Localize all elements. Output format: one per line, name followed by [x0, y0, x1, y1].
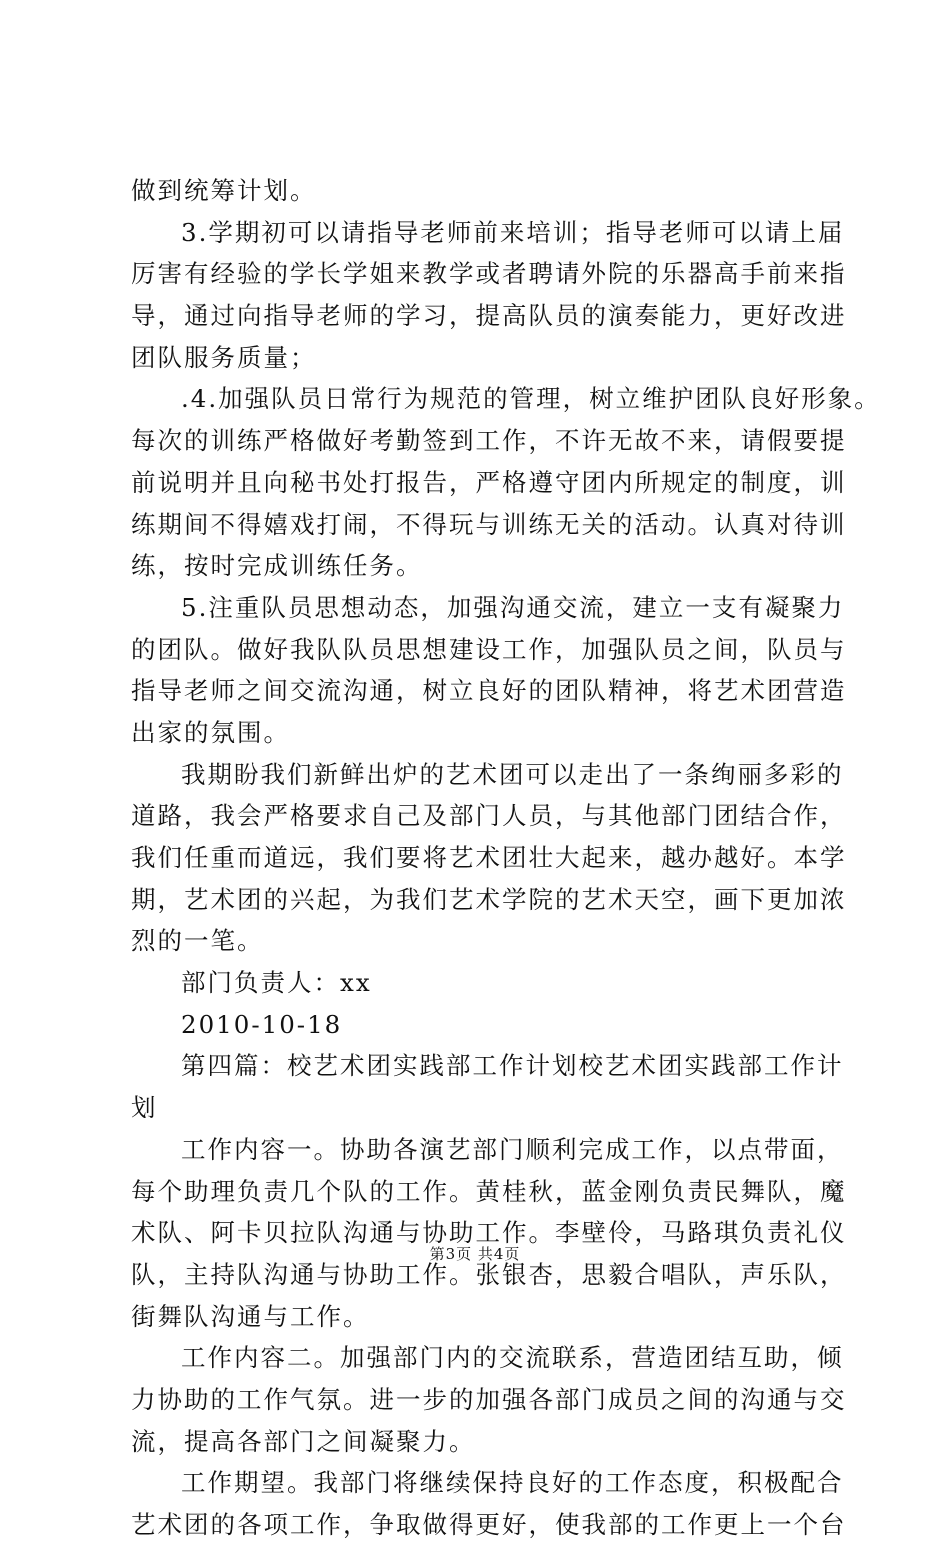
text-line: 力协助的工作气氛。进一步的加强各部门成员之间的沟通与交 — [131, 1384, 847, 1414]
text-line: 烈的一笔。 — [131, 926, 264, 956]
text-line: 工作期望。我部门将继续保持良好的工作态度，积极配合 — [181, 1468, 844, 1498]
text-line: 团队服务质量； — [131, 342, 317, 372]
text-line: 做到统筹计划。 — [131, 176, 317, 205]
text-line: 练期间不得嬉戏打闹，不得玩与训练无关的活动。认真对待训 — [131, 509, 847, 539]
text-line: 划 — [131, 1093, 158, 1123]
page-number: 第3页 共4页 — [429, 1245, 521, 1263]
text-line: 前说明并且向秘书处打报告，严格遵守团内所规定的制度，训 — [131, 467, 847, 497]
text-line: 期，艺术团的兴起，为我们艺术学院的艺术天空，画下更加浓 — [131, 884, 847, 914]
text-line: 5.注重队员思想动态，加强沟通交流，建立一支有凝聚力 — [181, 592, 845, 622]
text-line: 厉害有经验的学长学姐来教学或者聘请外院的乐器高手前来指 — [131, 259, 847, 289]
text-line: 的团队。做好我队队员思想建设工作，加强队员之间，队员与 — [131, 634, 847, 664]
text-line: 每次的训练严格做好考勤签到工作，不许无故不来，请假要提 — [131, 426, 847, 456]
text-line: 出家的氛围。 — [131, 717, 290, 747]
text-line: 街舞队沟通与工作。 — [131, 1301, 370, 1331]
text-line: 2010-10-18 — [181, 1009, 343, 1039]
text-line: 练，按时完成训练任务。 — [131, 551, 423, 581]
text-line: 流，提高各部门之间凝聚力。 — [131, 1426, 476, 1456]
text-line: 指导老师之间交流沟通，树立良好的团队精神，将艺术团营造 — [131, 676, 847, 706]
text-line: 艺术团的各项工作，争取做得更好，使我部的工作更上一个台 — [131, 1510, 847, 1539]
text-line: 工作内容一。协助各演艺部门顺利完成工作，以点带面， — [181, 1134, 844, 1164]
text-line: 我期盼我们新鲜出炉的艺术团可以走出了一条绚丽多彩的 — [181, 759, 844, 789]
text-line: 术队、阿卡贝拉队沟通与协助工作。李壁伶，马路琪负责礼仪 — [131, 1218, 847, 1248]
text-line: 部门负责人：xx — [181, 968, 372, 998]
text-line: 3.学期初可以请指导老师前来培训；指导老师可以请上届 — [181, 217, 845, 247]
text-line: .4.加强队员日常行为规范的管理，树立维护团队良好形象。 — [181, 384, 881, 414]
text-line: 道路，我会严格要求自己及部门人员，与其他部门团结合作， — [131, 801, 847, 831]
text-line: 导，通过向指导老师的学习，提高队员的演奏能力，更好改进 — [131, 301, 847, 331]
text-line: 工作内容二。加强部门内的交流联系，营造团结互助，倾 — [181, 1343, 844, 1373]
text-line: 第四篇：校艺术团实践部工作计划校艺术团实践部工作计 — [181, 1051, 844, 1081]
text-line: 我们任重而道远，我们要将艺术团壮大起来，越办越好。本学 — [131, 843, 847, 872]
text-line: 每个助理负责几个队的工作。黄桂秋，蓝金刚负责民舞队，魔 — [131, 1176, 847, 1206]
text-line: 队，主持队沟通与协助工作。张银杏，思毅合唱队，声乐队， — [131, 1259, 847, 1289]
document-body — [131, 170, 881, 1546]
